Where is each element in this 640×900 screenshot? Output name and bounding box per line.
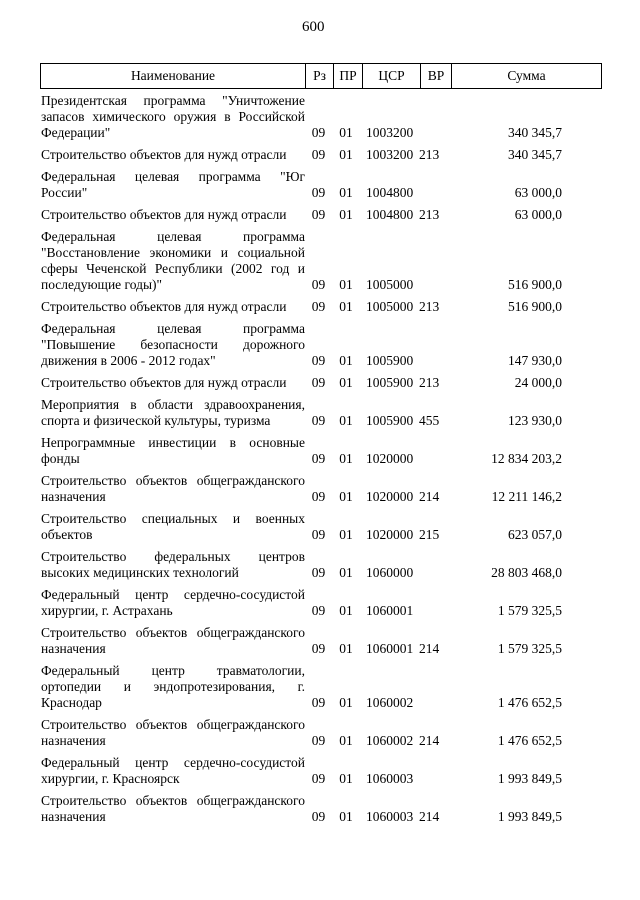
row-rz: 09 xyxy=(311,603,326,618)
header-name: Наименование xyxy=(130,68,216,83)
row-csr: 1020000 xyxy=(366,451,414,466)
table-row xyxy=(40,299,602,315)
row-rz: 09 xyxy=(311,353,326,368)
header-rz: Рз xyxy=(305,64,333,88)
row-sum: 1 993 849,5 xyxy=(497,771,562,786)
row-pr: 01 xyxy=(339,207,353,222)
row-pr: 01 xyxy=(339,125,353,140)
row-sum: 147 930,0 xyxy=(508,353,562,368)
table-row xyxy=(40,663,602,711)
row-csr: 1004800 xyxy=(366,207,414,222)
row-name: Строительство объектов общегражданского назначения xyxy=(41,793,305,824)
row-rz: 09 xyxy=(311,527,326,542)
row-rz: 09 xyxy=(311,565,326,580)
row-pr: 01 xyxy=(339,185,353,200)
row-sum: 63 000,0 xyxy=(514,185,562,200)
page-number: 600 xyxy=(302,19,325,35)
table-row xyxy=(40,625,602,657)
row-rz: 09 xyxy=(311,147,326,162)
row-sum: 123 930,0 xyxy=(508,413,562,428)
row-csr: 1020000 xyxy=(366,527,414,542)
row-name: Мероприятия в области здравоохранения, спорта и физической культуры, туризма xyxy=(41,397,305,428)
row-name: Федеральная целевая программа "Восстановление экономики и социальной сферы Чеченской Республики (2002 год и последующие годы)" xyxy=(41,229,305,292)
header-csr: ЦСР xyxy=(362,64,420,88)
row-pr: 01 xyxy=(339,733,353,748)
row-sum: 1 476 652,5 xyxy=(497,733,562,748)
row-vr: 213 xyxy=(419,375,440,390)
table-row xyxy=(40,793,602,825)
row-pr: 01 xyxy=(339,695,353,710)
table-row xyxy=(40,147,602,163)
row-sum: 12 211 146,2 xyxy=(491,489,562,504)
row-pr: 01 xyxy=(339,641,353,656)
row-csr: 1020000 xyxy=(366,489,414,504)
row-sum: 1 579 325,5 xyxy=(497,641,562,656)
row-name: Строительство федеральных центров высоких медицинских технологий xyxy=(41,549,305,580)
row-pr: 01 xyxy=(339,375,353,390)
table-row xyxy=(40,321,602,369)
table-row xyxy=(40,755,602,787)
row-name: Президентская программа "Уничтожение запасов химического оружия в Российской Федерации" xyxy=(41,93,305,140)
row-csr: 1060000 xyxy=(366,565,414,580)
row-csr: 1005900 xyxy=(366,413,414,428)
row-rz: 09 xyxy=(311,451,326,466)
row-name: Федеральный центр травматологии, ортопедии и эндопротезирования, г. Краснодар xyxy=(41,663,305,710)
row-csr: 1060001 xyxy=(366,603,414,618)
row-rz: 09 xyxy=(311,185,326,200)
row-sum: 12 834 203,2 xyxy=(491,451,562,466)
table-row xyxy=(40,93,602,141)
row-rz: 09 xyxy=(311,641,326,656)
row-pr: 01 xyxy=(339,451,353,466)
table-row xyxy=(40,397,602,429)
header-vr: ВР xyxy=(420,64,451,88)
row-vr: 214 xyxy=(419,733,440,748)
row-sum: 516 900,0 xyxy=(508,277,562,292)
table-row xyxy=(40,473,602,505)
header-sum: Сумма xyxy=(451,64,601,88)
row-csr: 1005900 xyxy=(366,375,414,390)
row-rz: 09 xyxy=(311,695,326,710)
table-row xyxy=(40,375,602,391)
row-vr: 215 xyxy=(419,527,440,542)
table-header xyxy=(40,63,602,89)
row-pr: 01 xyxy=(339,489,353,504)
row-rz: 09 xyxy=(311,299,326,314)
row-csr: 1060002 xyxy=(366,695,414,710)
row-rz: 09 xyxy=(311,375,326,390)
row-pr: 01 xyxy=(339,277,353,292)
row-vr: 213 xyxy=(419,207,440,222)
row-sum: 1 993 849,5 xyxy=(497,809,562,824)
row-name: Федеральная целевая программа "Повышение безопасности дорожного движения в 2006 - 2012 годах" xyxy=(41,321,305,368)
row-name: Строительство объектов для нужд отрасли xyxy=(41,299,287,314)
row-csr: 1060003 xyxy=(366,809,414,824)
row-sum: 340 345,7 xyxy=(508,147,562,162)
row-rz: 09 xyxy=(311,413,326,428)
row-csr: 1005900 xyxy=(366,353,414,368)
row-name: Строительство объектов для нужд отрасли xyxy=(41,207,287,222)
row-csr: 1060003 xyxy=(366,771,414,786)
header-pr: ПР xyxy=(333,64,362,88)
row-pr: 01 xyxy=(339,771,353,786)
row-csr: 1060001 xyxy=(366,641,414,656)
row-sum: 516 900,0 xyxy=(508,299,562,314)
row-sum: 63 000,0 xyxy=(514,207,562,222)
row-rz: 09 xyxy=(311,207,326,222)
row-vr: 214 xyxy=(419,809,440,824)
row-sum: 28 803 468,0 xyxy=(491,565,562,580)
table-body xyxy=(40,93,602,825)
row-sum: 1 579 325,5 xyxy=(497,603,562,618)
table-row xyxy=(40,435,602,467)
row-pr: 01 xyxy=(339,565,353,580)
row-pr: 01 xyxy=(339,353,353,368)
row-pr: 01 xyxy=(339,413,353,428)
row-sum: 1 476 652,5 xyxy=(497,695,562,710)
row-sum: 623 057,0 xyxy=(508,527,562,542)
row-csr: 1003200 xyxy=(366,125,414,140)
row-rz: 09 xyxy=(311,733,326,748)
row-rz: 09 xyxy=(311,125,326,140)
row-sum: 24 000,0 xyxy=(514,375,562,390)
row-name: Непрограммные инвестиции в основные фонды xyxy=(41,435,305,466)
row-rz: 09 xyxy=(311,277,326,292)
table-row xyxy=(40,549,602,581)
row-vr: 214 xyxy=(419,489,440,504)
row-pr: 01 xyxy=(339,527,353,542)
table-row xyxy=(40,207,602,223)
row-pr: 01 xyxy=(339,299,353,314)
budget-table xyxy=(40,63,602,825)
row-rz: 09 xyxy=(311,489,326,504)
row-csr: 1060002 xyxy=(366,733,414,748)
table-row xyxy=(40,717,602,749)
row-name: Строительство объектов общегражданского назначения xyxy=(41,717,305,748)
row-csr: 1005000 xyxy=(366,277,414,292)
row-pr: 01 xyxy=(339,809,353,824)
row-name: Строительство объектов общегражданского назначения xyxy=(41,473,305,504)
row-name: Строительство объектов для нужд отрасли xyxy=(41,147,287,162)
table-row xyxy=(40,169,602,201)
row-name: Федеральный центр сердечно-сосудистой хирургии, г. Астрахань xyxy=(41,587,305,618)
table-row xyxy=(40,587,602,619)
row-name: Федеральный центр сердечно-сосудистой хирургии, г. Красноярск xyxy=(41,755,305,786)
row-rz: 09 xyxy=(311,809,326,824)
row-sum: 340 345,7 xyxy=(508,125,562,140)
row-name: Строительство объектов для нужд отрасли xyxy=(41,375,287,390)
row-vr: 214 xyxy=(419,641,440,656)
row-vr: 455 xyxy=(419,413,440,428)
row-name: Строительство объектов общегражданского назначения xyxy=(41,625,305,656)
row-vr: 213 xyxy=(419,299,440,314)
row-csr: 1003200 xyxy=(366,147,414,162)
row-name: Федеральная целевая программа "Юг России" xyxy=(41,169,305,200)
row-csr: 1004800 xyxy=(366,185,414,200)
row-rz: 09 xyxy=(311,771,326,786)
row-csr: 1005000 xyxy=(366,299,414,314)
table-row xyxy=(40,511,602,543)
table-row xyxy=(40,229,602,293)
row-pr: 01 xyxy=(339,603,353,618)
row-name: Строительство специальных и военных объектов xyxy=(41,511,305,542)
row-pr: 01 xyxy=(339,147,353,162)
row-vr: 213 xyxy=(419,147,440,162)
